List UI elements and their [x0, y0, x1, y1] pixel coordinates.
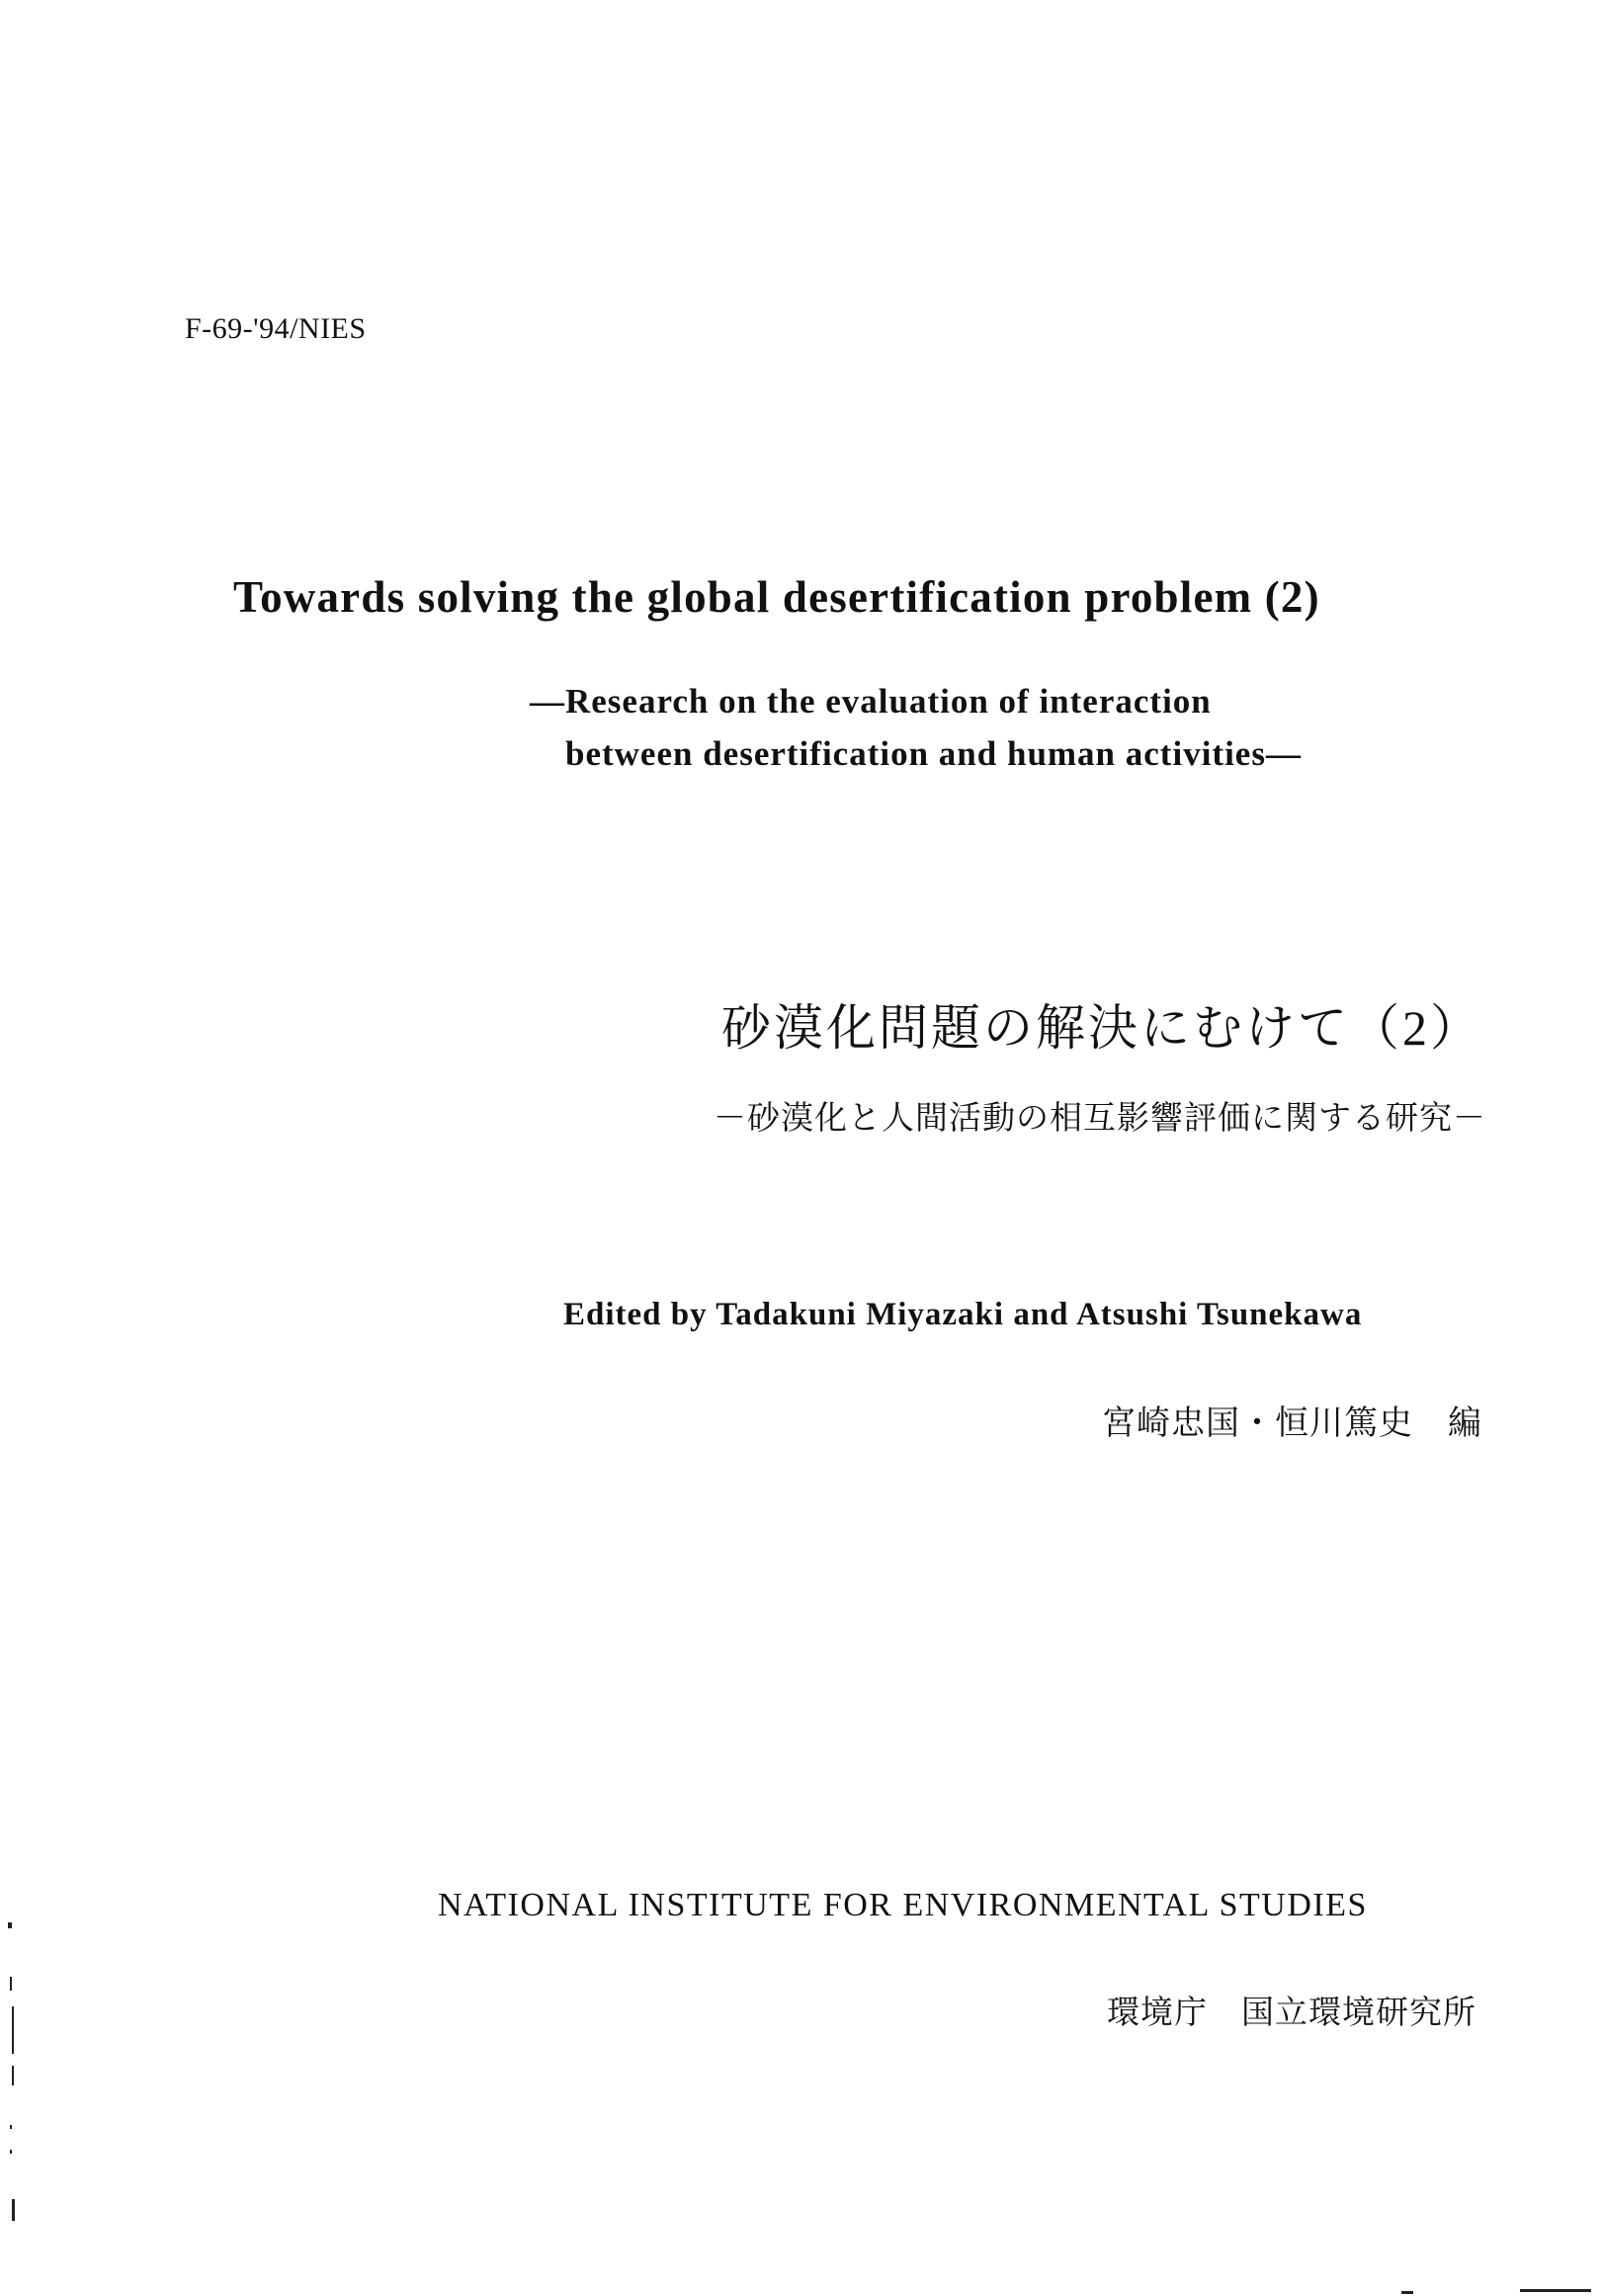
subtitle-japanese: －砂漠化と人間活動の相互影響評価に関する研究－ — [714, 1101, 1486, 1137]
publisher-english: NATIONAL INSTITUTE FOR ENVIRONMENTAL STUDIES — [438, 1887, 1368, 1923]
publisher-japanese: 環境庁 国立環境研究所 — [1107, 1996, 1476, 2031]
scan-mark — [1520, 2289, 1591, 2292]
scan-mark — [8, 1922, 12, 1928]
subtitle-english-line1: —Research on the evaluation of interaction — [530, 682, 1212, 721]
scan-mark — [10, 1977, 12, 1991]
scan-mark — [1401, 2291, 1413, 2294]
title-english: Towards solving the global desertification problem (2) — [233, 572, 1320, 622]
report-code: F-69-'94/NIES — [185, 312, 367, 345]
scan-mark — [12, 2006, 14, 2054]
editors-japanese: 宮崎忠国・恒川篤史 編 — [1102, 1405, 1482, 1442]
scan-mark — [12, 2199, 15, 2221]
subtitle-english-line2: between desertification and human activities— — [565, 734, 1302, 773]
scan-mark — [12, 2066, 14, 2085]
scan-mark — [10, 2150, 12, 2154]
title-japanese: 砂漠化問題の解決にむけて（2） — [721, 1000, 1482, 1056]
scan-mark — [10, 2125, 12, 2129]
editors-english: Edited by Tadakuni Miyazaki and Atsushi Tsunekawa — [563, 1297, 1363, 1332]
